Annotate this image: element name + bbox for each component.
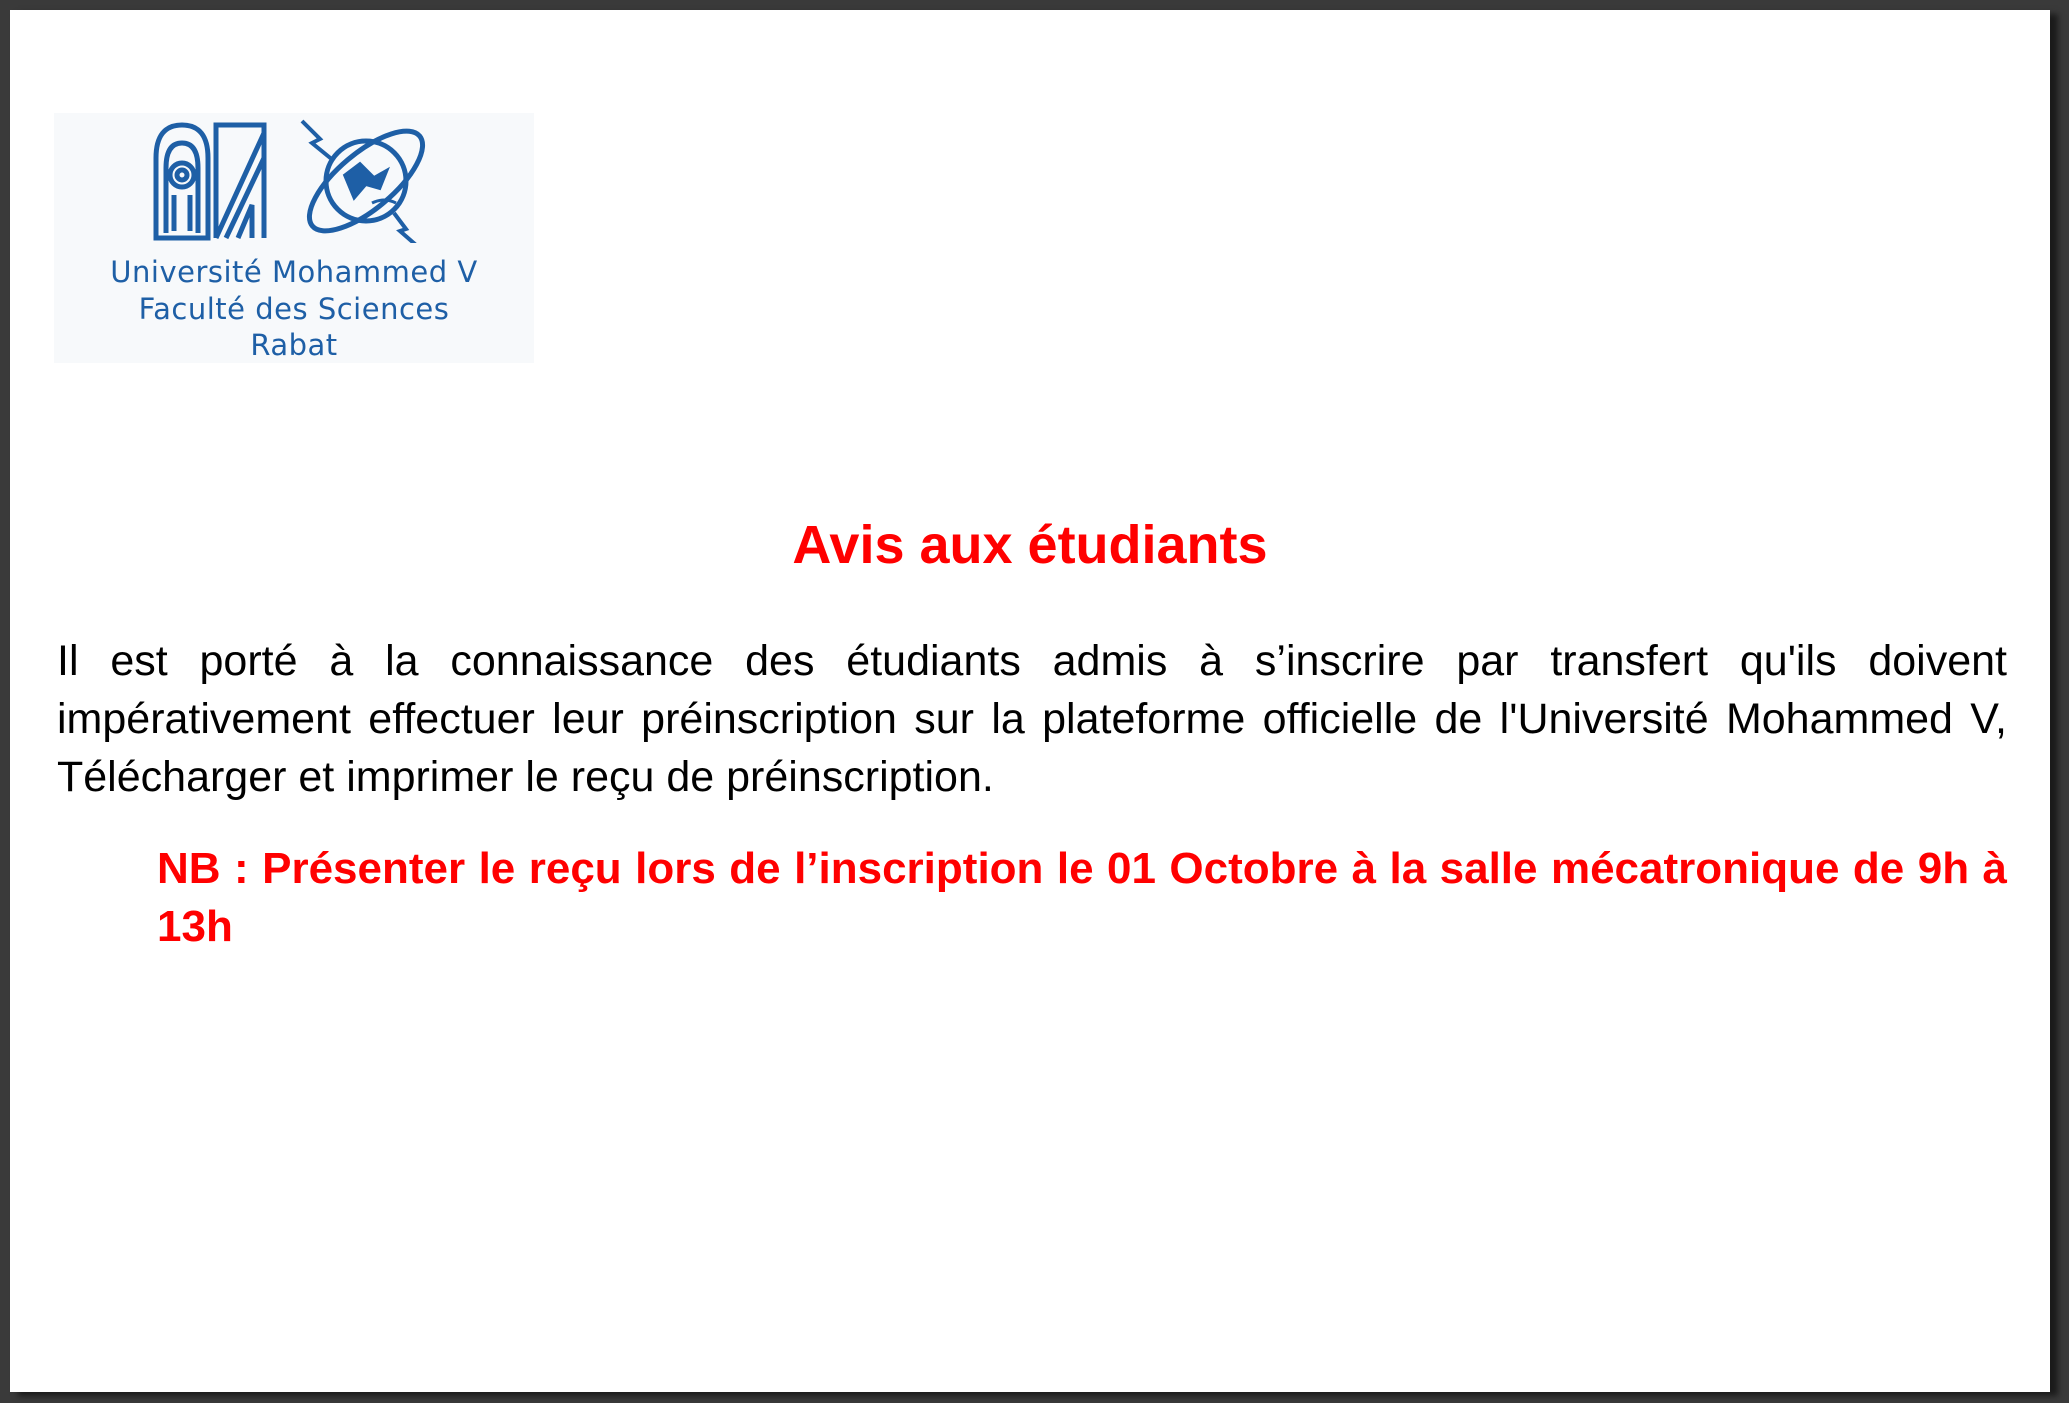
logo-city: Rabat: [250, 328, 338, 362]
logo-faculty-name: Faculté des Sciences: [138, 292, 450, 326]
logo-emblems: [134, 113, 454, 243]
faculty-logo: [54, 113, 534, 363]
arch-gate-emblem-icon: [156, 125, 264, 238]
atom-orbit-emblem-icon: [294, 115, 437, 243]
logo-university-name: Université Mohammed V: [110, 255, 478, 289]
notice-body-text: Il est porté à la connaissance des étudiants admis à s’inscrire par transfert qu'ils doivent impérativement effectuer leur préinscription sur la plateforme officielle de l'Université Mohammed V, Télécharger et imprimer le reçu de préinscription.: [57, 637, 2007, 801]
notice-page: [10, 10, 2050, 1392]
notice-nb-text: NB : Présenter le reçu lors de l’inscription le 01 Octobre à la salle mécatronique de 9h à 13h: [157, 844, 2007, 951]
page-title: Avis aux étudiants: [792, 515, 1268, 575]
